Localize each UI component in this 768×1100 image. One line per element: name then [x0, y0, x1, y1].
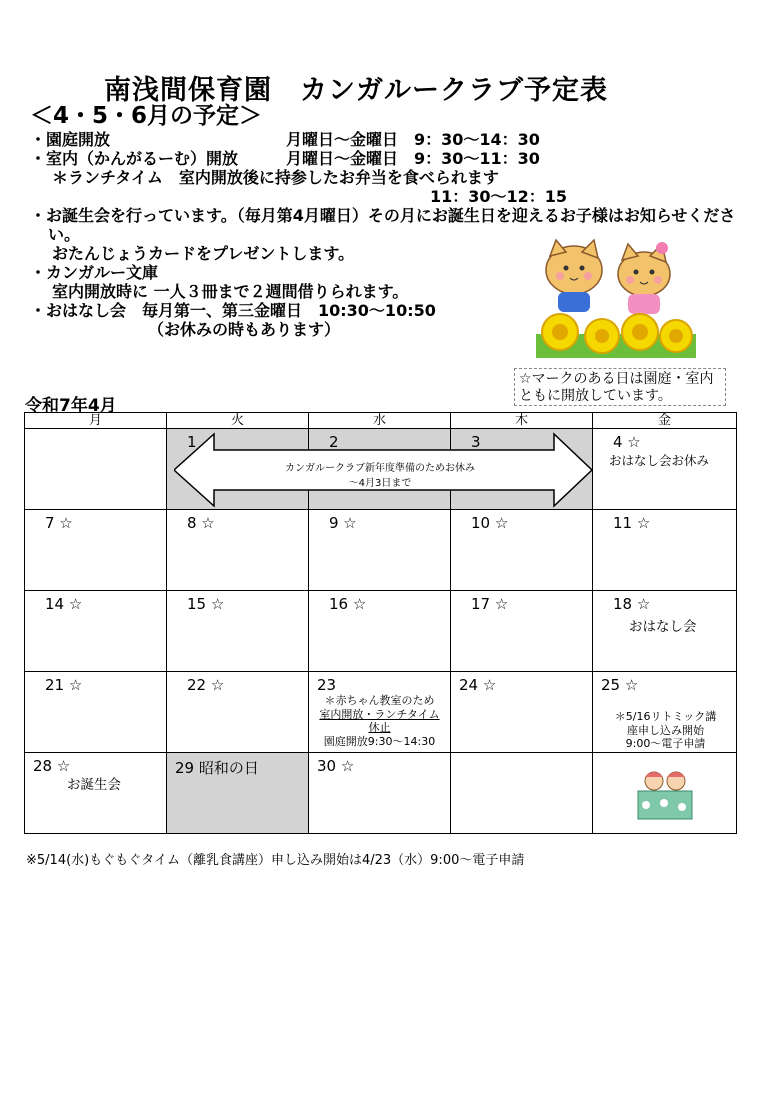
- day-note-line4: 園庭開放9:30～14:30: [323, 735, 436, 748]
- day-cell-24: [450, 671, 593, 753]
- day-cell-22: [166, 671, 309, 753]
- day-cell-empty: [450, 752, 593, 834]
- indoor-time: 月曜日～金曜日 9：30～11：30: [286, 149, 540, 168]
- day-cell-16: [308, 590, 451, 672]
- day-number: 8 ☆: [187, 514, 215, 532]
- birthday-card-note: おたんじょうカードをプレゼントします。: [52, 244, 355, 263]
- day-note-line2: 座申し込み開始: [627, 724, 704, 737]
- day-cell-28: [24, 752, 167, 834]
- day-cell-21: [24, 671, 167, 753]
- weekday-tue: 火: [166, 412, 309, 429]
- day-cell-29: [166, 752, 309, 834]
- children-illustration: [634, 763, 696, 823]
- day-note: おはなし会: [629, 619, 697, 635]
- cat-right-icon: [618, 242, 670, 314]
- day-number: 9 ☆: [329, 514, 357, 532]
- day-number: 16 ☆: [329, 595, 367, 613]
- sunflowers-icon: [536, 314, 696, 358]
- birthday-note: ・お誕生会を行っています。（毎月第4月曜日）その月にお誕生日を迎えるお子様はお知らせください。: [30, 206, 736, 244]
- day-cell-8: [166, 509, 309, 591]
- day-number: 21 ☆: [45, 676, 83, 694]
- page-subtitle: ＜4・5・6月の予定＞: [30, 103, 263, 129]
- day-number: 22 ☆: [187, 676, 225, 694]
- closed-period-text: カンガルークラブ新年度準備のためお休み: [285, 463, 475, 474]
- story-note: （お休みの時もあります）: [148, 320, 341, 339]
- day-note-line3: 休止: [368, 721, 391, 734]
- page-title: 南浅間保育園 カンガルークラブ予定表: [104, 75, 608, 106]
- day-number: 23: [317, 676, 337, 694]
- library-label: ・カンガルー文庫: [30, 263, 159, 282]
- yard-time: 月曜日～金曜日 9：30～14：30: [286, 130, 540, 149]
- day-number: 1: [187, 433, 197, 451]
- day-number: 29 昭和の日: [175, 759, 259, 777]
- lunch-time: 11：30～12：15: [430, 187, 568, 206]
- day-note-line1: ＊5/16リトミック講: [614, 710, 717, 723]
- star-mark-notice: ☆マークのある日は園庭・室内ともに開放しています。: [514, 368, 726, 406]
- day-number: 28 ☆: [33, 757, 71, 775]
- month-label: 令和7年4月: [25, 396, 117, 416]
- day-cell-7: [24, 509, 167, 591]
- day-cell-18: [592, 590, 737, 672]
- day-number: 30 ☆: [317, 757, 355, 775]
- day-number: 15 ☆: [187, 595, 225, 613]
- day-cell-4: [592, 428, 737, 510]
- lunch-note: ＊ランチタイム 室内開放後に持参したお弁当を食べられます: [52, 168, 499, 187]
- footnote: ※5/14(水)もぐもぐタイム（離乳食講座）申し込み開始は4/23（水）9:00～電子申請: [26, 853, 525, 868]
- day-cell-30: [308, 752, 451, 834]
- indoor-label: ・室内（かんがるーむ）開放: [30, 149, 239, 168]
- day-note-line2: 室内開放・ランチタイム: [319, 708, 440, 721]
- day-cell-14: [24, 590, 167, 672]
- yard-label: ・園庭開放: [30, 130, 111, 149]
- day-cell-11: [592, 509, 737, 591]
- day-cell-10: [450, 509, 593, 591]
- day-number: 17 ☆: [471, 595, 509, 613]
- day-note: おはなし会お休み: [609, 453, 710, 468]
- day-number: 2: [329, 433, 339, 451]
- day-number: 25 ☆: [601, 676, 639, 694]
- library-note: 室内開放時に 一人３冊まで２週間借りられます。: [52, 282, 409, 301]
- day-cell-15: [166, 590, 309, 672]
- cat-left-icon: [546, 240, 602, 312]
- day-number: 4 ☆: [613, 433, 641, 451]
- day-cell-23: [308, 671, 451, 753]
- weekday-fri: 金: [592, 412, 737, 429]
- cats-sunflowers-illustration: [536, 238, 696, 358]
- weekday-mon: 月: [24, 412, 167, 429]
- day-number: 10 ☆: [471, 514, 509, 532]
- day-note-line1: ＊赤ちゃん教室のため: [324, 694, 435, 707]
- day-number: 24 ☆: [459, 676, 497, 694]
- day-number: 14 ☆: [45, 595, 83, 613]
- story-label: ・おはなし会 毎月第一、第三金曜日 10:30～10:50: [30, 301, 436, 320]
- day-note-line3: 9:00～電子申請: [625, 737, 706, 750]
- day-note: お誕生会: [67, 777, 121, 793]
- day-cell-17: [450, 590, 593, 672]
- indoor-row: [30, 149, 750, 168]
- day-cell-9: [308, 509, 451, 591]
- day-cell-25: [592, 671, 737, 753]
- day-number: 7 ☆: [45, 514, 73, 532]
- yard-row: [30, 130, 750, 149]
- day-number: 18 ☆: [613, 595, 651, 613]
- weekday-wed: 水: [308, 412, 451, 429]
- weekday-thu: 木: [450, 412, 593, 429]
- day-cell-empty: [24, 428, 167, 510]
- day-number: 3: [471, 433, 481, 451]
- closed-period-until: ～4月3日まで: [348, 478, 412, 489]
- day-number: 11 ☆: [613, 514, 651, 532]
